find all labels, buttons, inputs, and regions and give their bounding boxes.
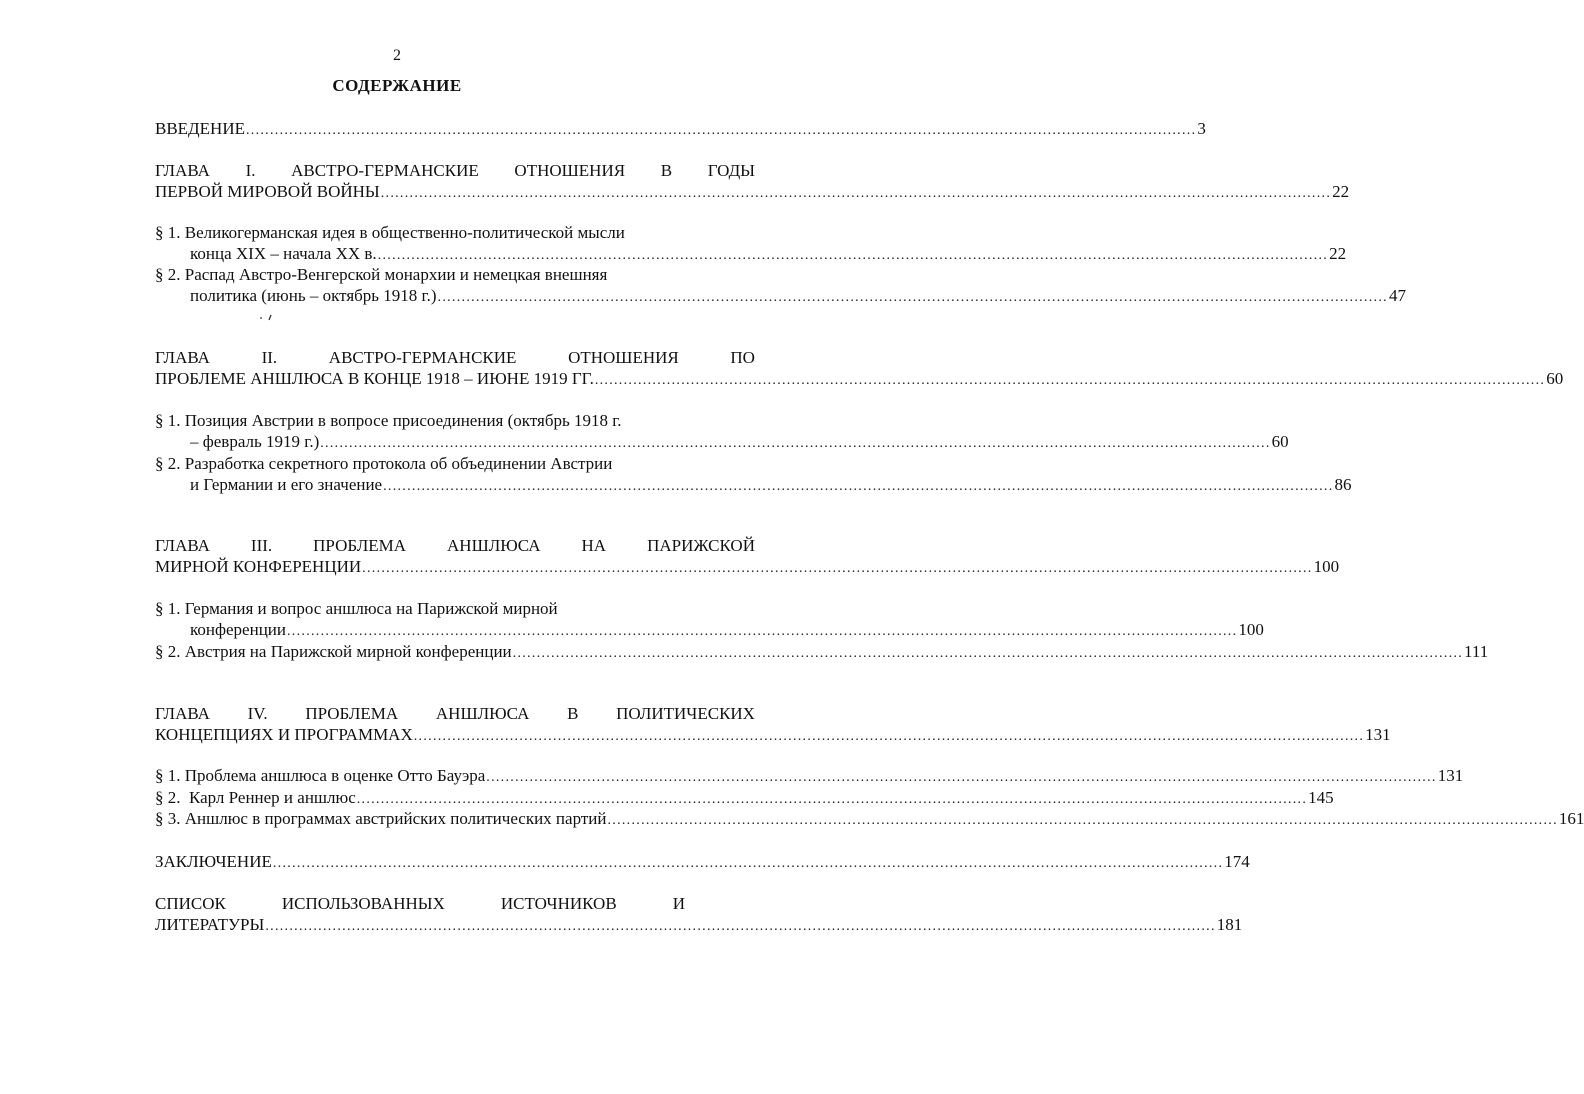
heading-word: II.	[261, 348, 278, 367]
toc-page-number: 100	[1313, 557, 1340, 576]
dot-leader: ......................................................................................................................................................................................................	[265, 919, 1216, 934]
dot-leader: ......................................................................................................................................................................................................	[413, 729, 1365, 744]
toc-chapter-4	[155, 703, 1391, 747]
toc-page-number: 181	[1216, 915, 1243, 934]
toc-chapter-heading-line	[155, 160, 755, 181]
dot-leader: ......................................................................................................................................................................................................	[512, 646, 1464, 661]
heading-word: ГОДЫ	[707, 161, 755, 180]
toc-chapter-2	[155, 347, 1564, 391]
toc-entry-label: ПРОБЛЕМЕ АНШЛЮСА В КОНЦЕ 1918 – ИЮНЕ 1919 ГГ.	[155, 369, 594, 388]
toc-section-title: § 1. Германия и вопрос аншлюса на Парижской мирной	[155, 599, 558, 618]
toc-section-4-3	[155, 808, 1584, 831]
toc-page-number: 60	[1546, 369, 1564, 388]
heading-word: ПРОБЛЕМА	[305, 704, 399, 723]
heading-word: НА	[581, 536, 607, 555]
toc-page-number: 131	[1365, 725, 1391, 744]
heading-word: ГЛАВА	[155, 161, 210, 180]
toc-entry-label: ВВЕДЕНИЕ	[155, 119, 245, 138]
toc-section-title: § 2. Распад Австро-Венгерской монархии и немецкая внешняя	[155, 265, 608, 284]
heading-word: АВСТРО-ГЕРМАНСКИЕ	[328, 348, 517, 367]
toc-page-number: 174	[1224, 852, 1250, 871]
toc-entry-label: § 3. Аншлюс в программах австрийских политических партий	[155, 809, 607, 828]
toc-section-4-2	[155, 787, 1334, 810]
toc-entry-label: § 1. Проблема аншлюса в оценке Отто Бауэра	[155, 766, 486, 785]
toc-page-number: 111	[1464, 642, 1489, 661]
dot-leader: ......................................................................................................................................................................................................	[287, 624, 1238, 639]
heading-word: ГЛАВА	[155, 704, 210, 723]
toc-page-number: 22	[1332, 182, 1350, 201]
toc-line	[155, 118, 1206, 141]
toc-section-1-1	[155, 222, 1347, 266]
toc-entry-label: политика (июнь – октябрь 1918 г.)	[190, 286, 437, 305]
toc-entry-bibliography	[155, 893, 1243, 937]
toc-line	[155, 368, 1564, 391]
heading-word: ОТНОШЕНИЯ	[514, 161, 626, 180]
heading-word: СПИСОК	[155, 894, 226, 913]
heading-word: ГЛАВА	[155, 348, 210, 367]
toc-chapter-heading-line	[155, 893, 755, 914]
toc-entry-label: – февраль 1919 г.)	[190, 432, 320, 451]
toc-line	[155, 285, 1406, 308]
toc-entry-label: ПЕРВОЙ МИРОВОЙ ВОЙНЫ	[155, 182, 380, 201]
toc-entry-conclusion	[155, 851, 1250, 874]
toc-line	[155, 619, 1264, 642]
heading-word: ГЛАВА	[155, 536, 210, 555]
toc-page-number: 47	[1388, 286, 1406, 305]
dot-leader: ......................................................................................................................................................................................................	[607, 813, 1558, 828]
toc-entry-label: ЛИТЕРАТУРЫ	[155, 915, 265, 934]
heading-word: АНШЛЮСА	[435, 704, 530, 723]
page-title: СОДЕРЖАНИЕ	[332, 76, 462, 95]
toc-page-number: 60	[1271, 432, 1289, 451]
heading-word: ПОЛИТИЧЕСКИХ	[616, 704, 755, 723]
toc-entry-label: конца XIX – начала XX в.	[190, 244, 377, 263]
toc-line	[155, 431, 1289, 454]
dot-leader: ......................................................................................................................................................................................................	[594, 373, 1546, 388]
toc-entry-label: ЗАКЛЮЧЕНИЕ	[155, 852, 272, 871]
toc-entry-label: МИРНОЙ КОНФЕРЕНЦИИ	[155, 557, 362, 576]
heading-word: I.	[245, 161, 256, 180]
dot-leader: ......................................................................................................................................................................................................	[486, 770, 1437, 785]
toc-section-title: § 1. Позиция Австрии в вопросе присоединения (октябрь 1918 г.	[155, 411, 622, 430]
toc-line	[155, 808, 1584, 831]
toc-section-3-1	[155, 598, 1264, 642]
heading-word: АВСТРО-ГЕРМАНСКИЕ	[291, 161, 479, 180]
heading-word: АНШЛЮСА	[447, 536, 541, 555]
toc-page-number: 145	[1308, 788, 1334, 807]
scan-specks	[258, 313, 278, 321]
toc-chapter-1	[155, 160, 1350, 204]
toc-section-title: § 2. Разработка секретного протокола об объединении Австрии	[155, 454, 613, 473]
toc-section-3-2	[155, 641, 1489, 664]
toc-entry-label: § 2. Австрия на Парижской мирной конференции	[155, 642, 512, 661]
heading-word: III.	[250, 536, 273, 555]
toc-chapter-heading-line	[155, 703, 755, 724]
heading-word: ПАРИЖСКОЙ	[647, 536, 755, 555]
toc-line	[155, 641, 1489, 664]
toc-entry-label: и Германии и его значение	[190, 475, 383, 494]
toc-entry-label: конференции	[190, 620, 286, 639]
heading-word: IV.	[247, 704, 268, 723]
toc-line	[155, 181, 1350, 204]
toc-page-number: 161	[1558, 809, 1584, 828]
heading-word: В	[660, 161, 673, 180]
toc-entry-label: § 2. Карл Реннер и аншлюс	[155, 788, 356, 807]
dot-leader: ......................................................................................................................................................................................................	[362, 561, 1313, 576]
heading-word: ИСТОЧНИКОВ	[500, 894, 617, 913]
toc-page-number: 3	[1197, 119, 1206, 138]
toc-chapter-heading-line	[155, 535, 755, 556]
toc-chapter-heading-line	[155, 347, 755, 368]
toc-section-4-1	[155, 765, 1464, 788]
toc-line	[155, 243, 1347, 266]
heading-word: ПРОБЛЕМА	[313, 536, 407, 555]
toc-page-number: 131	[1437, 766, 1464, 785]
dot-leader: ......................................................................................................................................................................................................	[377, 248, 1329, 263]
toc-section-2-1	[155, 410, 1289, 454]
toc-section-title: § 1. Великогерманская идея в общественно-политической мысли	[155, 223, 625, 242]
toc-section-2-2	[155, 453, 1352, 497]
dot-leader: ......................................................................................................................................................................................................	[320, 436, 1271, 451]
heading-word: ОТНОШЕНИЯ	[568, 348, 679, 367]
dot-leader: ......................................................................................................................................................................................................	[245, 123, 1197, 138]
toc-line	[155, 474, 1352, 497]
toc-line	[155, 724, 1391, 747]
toc-line	[155, 914, 1243, 937]
dot-leader: ......................................................................................................................................................................................................	[383, 479, 1334, 494]
toc-entry-intro	[155, 118, 1206, 141]
toc-line	[155, 765, 1464, 788]
toc-page-number: 86	[1334, 475, 1352, 494]
toc-section-1-2	[155, 264, 1406, 308]
toc-line	[155, 556, 1340, 579]
toc-line	[155, 787, 1334, 810]
heading-word: ИСПОЛЬЗОВАННЫХ	[281, 894, 445, 913]
heading-word: И	[672, 894, 685, 913]
dot-leader: ......................................................................................................................................................................................................	[272, 856, 1224, 871]
dot-leader: ......................................................................................................................................................................................................	[356, 792, 1308, 807]
dot-leader: ......................................................................................................................................................................................................	[437, 290, 1388, 305]
heading-word: ПО	[730, 348, 755, 367]
dot-leader: ......................................................................................................................................................................................................	[380, 186, 1332, 201]
page-number: 2	[393, 47, 401, 64]
toc-chapter-3	[155, 535, 1340, 579]
toc-entry-label: КОНЦЕПЦИЯХ И ПРОГРАММАХ	[155, 725, 413, 744]
toc-page-number: 100	[1238, 620, 1264, 639]
toc-page-number: 22	[1329, 244, 1347, 263]
heading-word: В	[567, 704, 579, 723]
toc-line	[155, 851, 1250, 874]
